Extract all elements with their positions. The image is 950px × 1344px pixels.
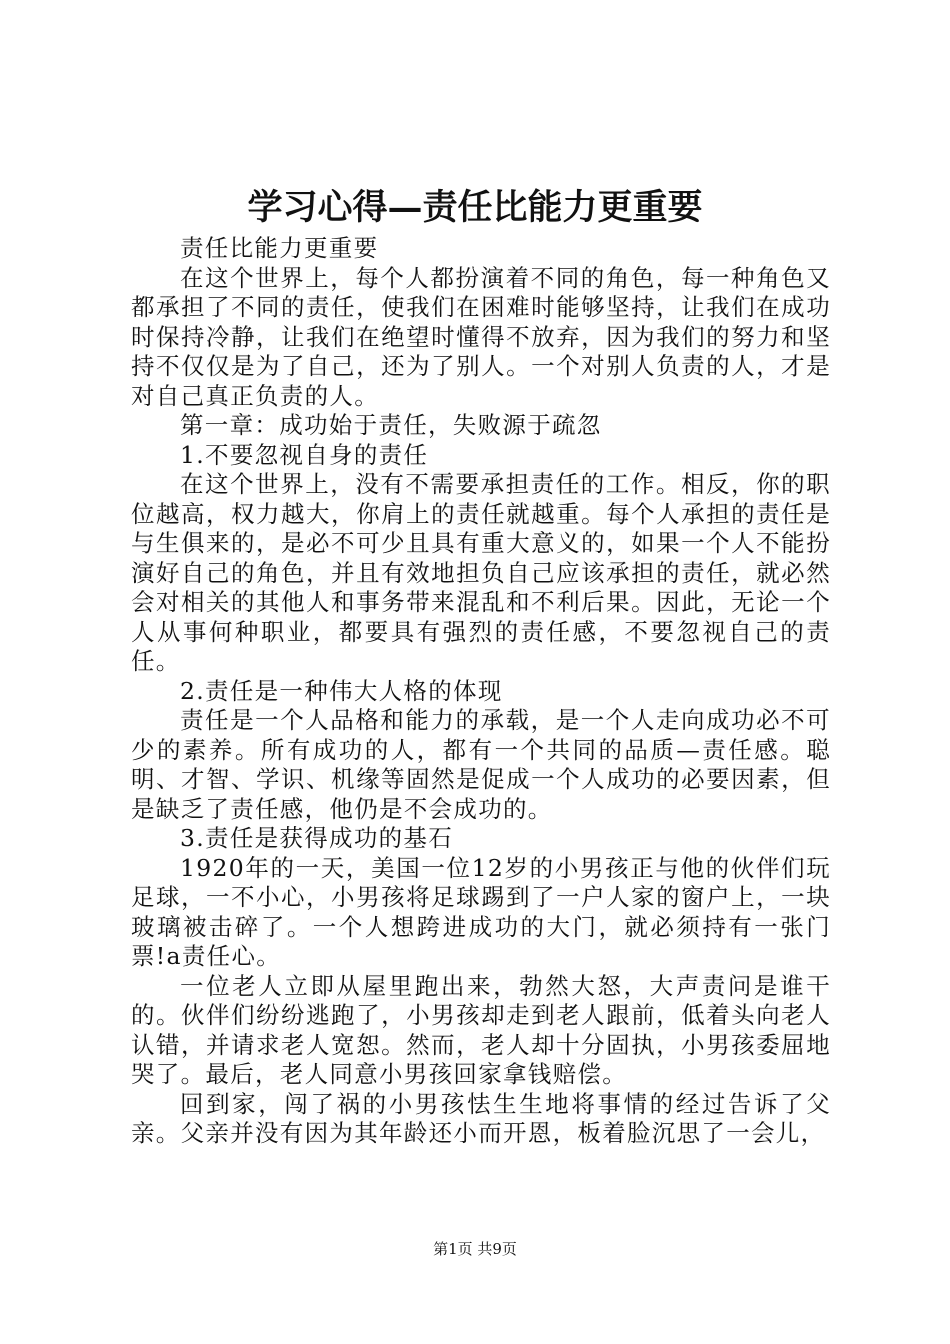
section-heading-1: 1.不要忽视自身的责任: [180, 440, 429, 469]
story-paragraph-2: 一位老人立即从屋里跑出来，勃然大怒，大声责问是谁干的。伙伴们纷纷逃跑了，小男孩却走到老人跟前，低着头向老人认错，并请求老人宽恕。然而，老人却十分固执，小男孩委屈地哭了。最后，老人同意小男孩回家拿钱赔偿。: [131, 971, 831, 1088]
section-paragraph-2: 责任是一个人品格和能力的承载，是一个人走向成功必不可少的素养。所有成功的人，都有一个共同的品质—责任感。聪明、才智、学识、机缘等固然是促成一个人成功的必要因素，但是缺乏了责任感，他仍是不会成功的。: [131, 706, 831, 823]
section-heading-3: 3.责任是获得成功的基石: [180, 824, 454, 852]
story-paragraph-1: 1920年的一天，美国一位12岁的小男孩正与他的伙伴们玩足球，一不小心，小男孩将足球踢到了一户人家的窗户上，一块玻璃被击碎了。一个人想跨进成功的大门，就必须持有一张门票!a责任心。: [131, 853, 831, 970]
chapter-heading: 第一章：成功始于责任，失败源于疏忽: [180, 411, 602, 439]
subtitle-paragraph: 责任比能力更重要: [180, 234, 379, 262]
intro-paragraph: 在这个世界上，每个人都扮演着不同的角色，每一种角色又都承担了不同的责任，使我们在困难时能够坚持，让我们在成功时保持冷静，让我们在绝望时懂得不放弃，因为我们的努力和坚持不仅仅是为了自己，还为了别人。一个对别人负责的人，才是对自己真正负责的人。: [131, 263, 831, 410]
section-heading-2: 2.责任是一种伟大人格的体现: [180, 676, 503, 705]
page-number-footer: 第1页 共9页: [433, 1240, 517, 1258]
document-title: 学习心得—责任比能力更重要: [247, 187, 703, 228]
section-paragraph-1: 在这个世界上，没有不需要承担责任的工作。相反，你的职位越高，权力越大，你肩上的责任就越重。每个人承担的责任是与生俱来的，是必不可少且具有重大意义的，如果一个人不能扮演好自己的角色，并且有效地担负自己应该承担的责任，就必然会对相关的其他人和事务带来混乱和不利后果。因此，无论一个人从事何种职业，都要具有强烈的责任感，不要忽视自己的责任。: [131, 470, 831, 675]
document-body: [131, 234, 831, 1149]
story-paragraph-3: 回到家，闯了祸的小男孩怯生生地将事情的经过告诉了父亲。父亲并没有因为其年龄还小而开恩，板着脸沉思了一会儿，: [131, 1089, 831, 1147]
